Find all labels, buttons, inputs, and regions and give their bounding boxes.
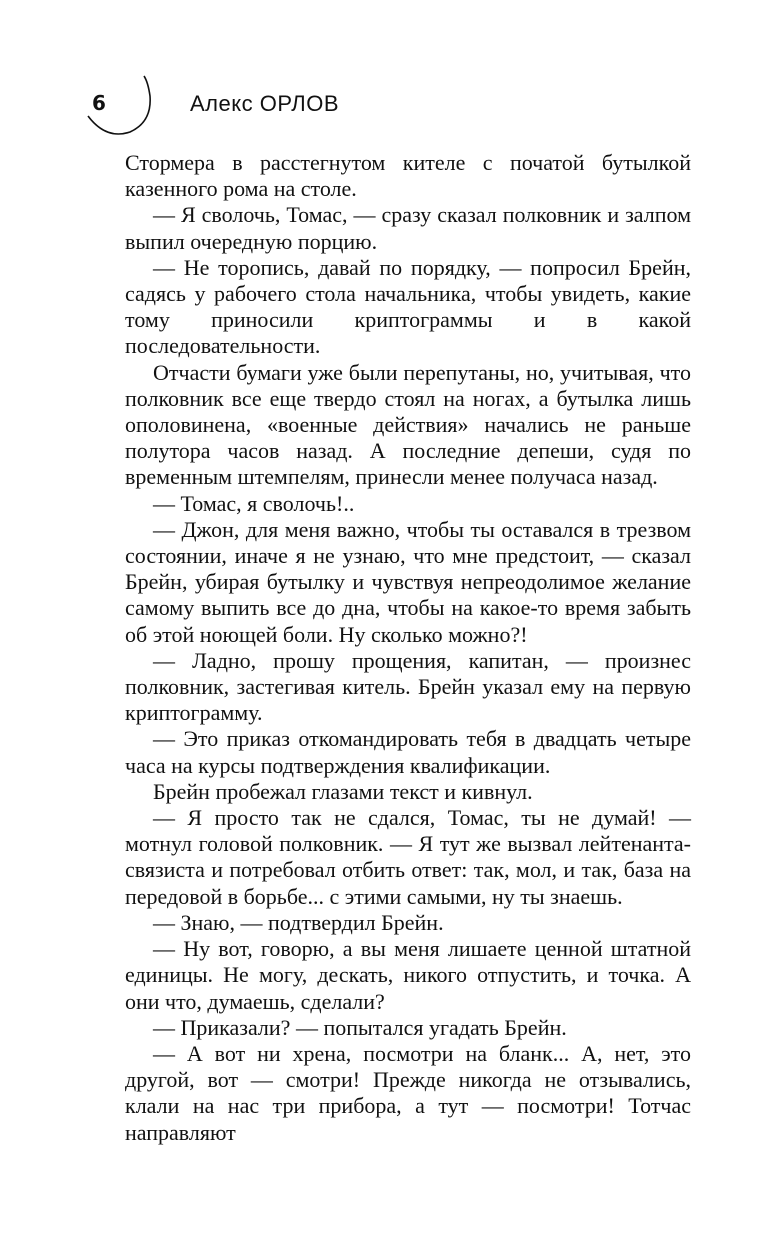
paragraph: — Знаю, — подтвердил Брейн. bbox=[153, 909, 444, 935]
paragraph: — Не торопись, давай по порядку, — попросил Брейн, садясь у рабочего стола начальника, чтобы увидеть, какие тому приносили криптограммы и в какой последовательности. bbox=[125, 254, 691, 359]
body-text bbox=[125, 150, 691, 1146]
paragraph: — Я сволочь, Томас, — сразу сказал полковник и залпом выпил очередную порцию. bbox=[125, 202, 691, 254]
page-header bbox=[0, 0, 768, 150]
paragraph: — Джон, для меня важно, чтобы ты оставался в трезвом состоянии, иначе я не узнаю, что мне предстоит, — сказал Брейн, убирая бутылку и чувствуя непреодолимое желание самому выпить все до дна, чтобы на какое-то время забыть об этой ноющей боли. Ну сколько можно?! bbox=[125, 516, 691, 647]
paragraph: — Приказали? — попытался угадать Брейн. bbox=[153, 1014, 567, 1040]
paragraph: — Я просто так не сдался, Томас, ты не думай! — мотнул головой полковник. — Я тут же вызвал лейтенанта-связиста и потребовал отбить ответ: так, мол, и так, база на передовой в борьбе... с этими самыми, ну ты знаешь. bbox=[125, 805, 691, 909]
paragraph: Брейн пробежал глазами текст и кивнул. bbox=[153, 778, 533, 804]
paragraph: — А вот ни хрена, посмотри на бланк... А, нет, это другой, вот — смотри! Прежде никогда не отзывались, клали на нас три прибора, а тут — посмотри! Тотчас направляют bbox=[125, 1040, 691, 1145]
paragraph: — Томас, я сволочь!.. bbox=[153, 490, 355, 516]
paragraph: Стормера в расстегнутом кителе с початой бутылкой казенного рома на столе. bbox=[125, 150, 691, 202]
paragraph: — Ладно, прошу прощения, капитан, — произнес полковник, застегивая китель. Брейн указал ему на первую криптограмму. bbox=[125, 647, 691, 726]
paragraph: — Это приказ откомандировать тебя в двадцать четыре часа на курсы подтверждения квалификации. bbox=[125, 726, 691, 778]
running-head: Алекс ОРЛОВ bbox=[190, 91, 340, 116]
paragraph: Отчасти бумаги уже были перепутаны, но, учитывая, что полковник все еще твердо стоял на ногах, а бутылка лишь ополовинена, «военные действия» начались не раньше полутора часов назад. А последние депеши, судя по временным штемпелям, принесли менее получаса назад. bbox=[125, 359, 691, 490]
page-number-arc bbox=[78, 72, 158, 142]
paragraph: — Ну вот, говорю, а вы меня лишаете ценной штатной единицы. Не могу, дескать, никого отпустить, и точка. А они что, думаешь, сделали? bbox=[125, 936, 691, 1014]
page-number: 6 bbox=[92, 91, 106, 115]
